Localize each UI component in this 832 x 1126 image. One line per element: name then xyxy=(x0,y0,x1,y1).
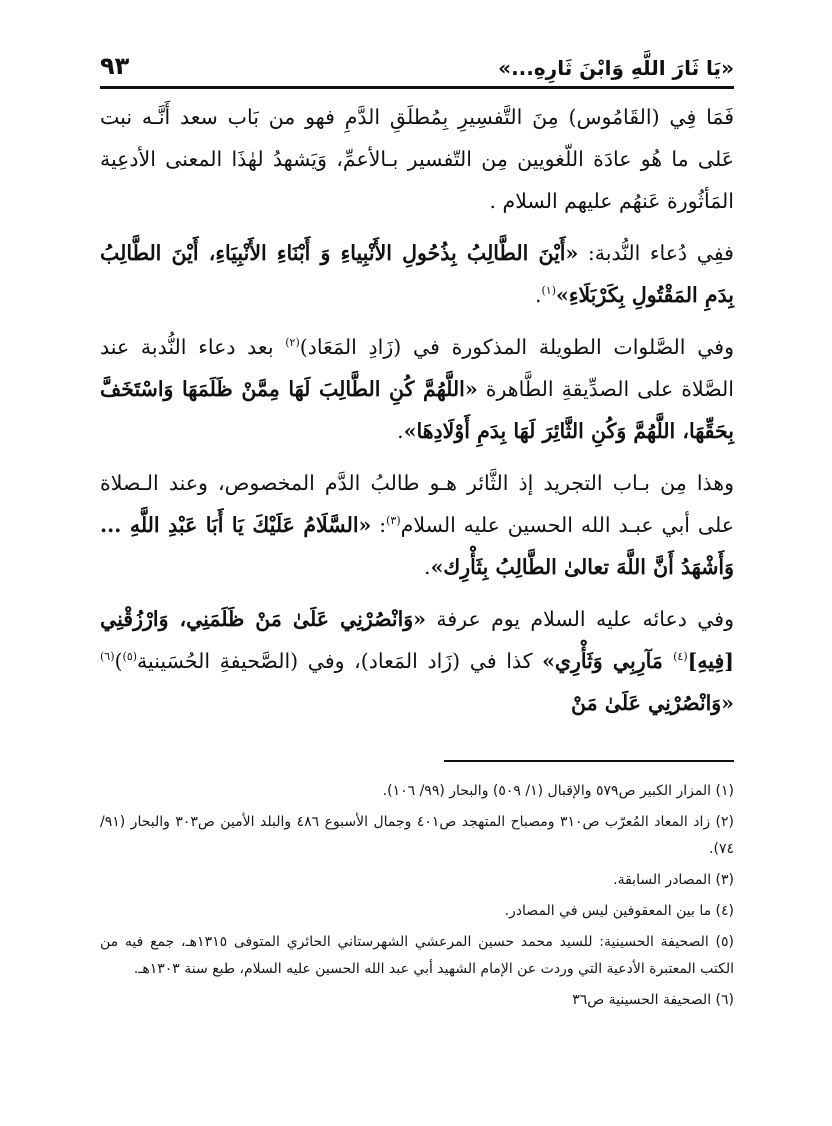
paragraph-3-end: . xyxy=(397,419,404,443)
paragraph-5 xyxy=(100,598,734,724)
paragraph-2-intro: ففِي دُعاء النُّدبة: xyxy=(587,241,734,265)
header-rule xyxy=(100,86,734,89)
footnote-1: (١) المزار الكبير ص٥٧٩ والإقبال (١/ ٥٠٩) والبحار (٩٩/ ١٠٦). xyxy=(382,783,734,799)
salawat-quote: «اللَّهُمَّ كُنِ الطَّالِبَ لَهَا مِمَّنْ ظَلَمَهَا وَاسْتَخَفَّ بِحَقِّهَا، اللَّهُمَّ وَكُنِ الثَّائِرَ لَهَا بِدَمِ أَوْلَادِهَا» xyxy=(100,377,734,443)
footnote-6: (٦) الصحيفة الحسينية ص٣٦ xyxy=(572,992,734,1008)
footnote-5: (٥) الصحيفة الحسينية: للسيد محمد حسين المرعشي الشهرستاني الحائري المتوفى ١٣١٥هـ، جمع فيه من الكتب المعتبرة الأدعية التي وردت عن الإمام الشهيد أبي عبد الله الحسين عليه السلام، طبع سنة ١٣٠٣هـ. xyxy=(100,934,734,977)
paragraph-5-close: ) xyxy=(114,649,123,673)
body-text xyxy=(100,96,734,734)
footnote-3: (٣) المصادر السابقة. xyxy=(613,872,734,888)
paragraph-4 xyxy=(100,462,734,588)
paragraph-5-intro: وفي دعائه عليه السلام يوم عرفة xyxy=(425,607,734,631)
footnote-2: (٢) زاد المعاد المُعرّب ص٣١٠ ومصباح المتهجد ص٤٠١ وجمال الأسبوع ٤٨٦ والبلد الأمين ص٣٠٣ والبحار (٩١/ ٧٤). xyxy=(100,814,735,857)
paragraph-4-intro: وهذا مِن بـاب التجريد إذ الثَّائر هـو طالبُ الدَّم المخصوص، وعند الـصلاة على أبي عبـد الله الحسين عليه السلام xyxy=(100,471,734,537)
footnote-ref-2: (٢) xyxy=(285,336,300,350)
footnote-rule xyxy=(444,760,734,762)
paragraph-4-end: . xyxy=(424,555,431,579)
page-number: ٩٣ xyxy=(100,52,130,80)
footnote-ref-3: (٣) xyxy=(386,514,401,528)
nudba-quote: «أَيْنَ الطَّالِبُ بِذُحُولِ الأَنْبِياءِ وَ أَبْنَاءِ الأَنْبِيَاءِ، أَيْنَ الطَّالِبُ بِدَمِ المَقْتُولِ بِكَرْبَلَاءِ» xyxy=(100,241,734,307)
paragraph-3-intro: وفي الصَّلوات الطويلة المذكورة في (زَادِ المَعَاد) xyxy=(299,335,734,359)
paragraph-4-colon: : xyxy=(371,513,387,537)
paragraph-2-end: . xyxy=(534,283,542,307)
paragraph-3 xyxy=(100,326,734,452)
arafa-quote-1: «وَانْصُرْنِي عَلَىٰ مَنْ ظَلَمَنِي، وَارْزُقْنِي [فِيهِ] xyxy=(100,607,734,673)
footnote-ref-1: (١) xyxy=(541,284,556,298)
footnote-4: (٤) ما بين المعقوفين ليس في المصادر. xyxy=(504,903,734,919)
running-title: «يَا ثَارَ اللَّهِ وَابْنَ ثَارِهِ...» xyxy=(498,56,734,80)
footnote-ref-6: (٦) xyxy=(100,650,115,664)
footnotes xyxy=(100,778,734,1018)
paragraph-1-text: فَمَا فِي (القَامُوس) مِنَ التَّفسِيرِ بِمُطلَقِ الدَّمِ فهو من بَاب سعد أَنَّـه نبت عَلى ما هُو عادَة اللّغويين مِن التّفسير بـالأعمِّ، وَيَشهدُ لهٰذَا المعنى الأدعِية المَأثُورة عَنهُم عليهم السلام . xyxy=(100,105,734,213)
salam-quote: «السَّلَامُ عَلَيْكَ يَا أَبَا عَبْدِ اللَّهِ ... وَأَشْهَدُ أَنَّ اللَّهَ تعالىٰ الطَّالِبُ بِثَأْرِك» xyxy=(100,513,734,579)
footnote-ref-4: (٤) xyxy=(673,650,688,664)
paragraph-2 xyxy=(100,232,734,316)
paragraph-1 xyxy=(100,96,734,222)
page-header xyxy=(100,40,734,80)
paragraph-3-middle: بعد دعاء النُّدبة عند الصَّلاة على الصدِّيقةِ الطَّاهرة xyxy=(100,335,734,401)
sahifa-quote: «وَانْصُرْنِي عَلَىٰ مَنْ xyxy=(571,691,734,715)
footnote-ref-5: (٥) xyxy=(122,650,138,664)
paragraph-5-middle: كذا في (زَاد المَعاد)، وفي (الصَّحيفةِ الحُسَينية xyxy=(137,649,543,673)
arafa-quote-2: مَآرِبِي وَثَأْرِي» xyxy=(542,649,674,673)
